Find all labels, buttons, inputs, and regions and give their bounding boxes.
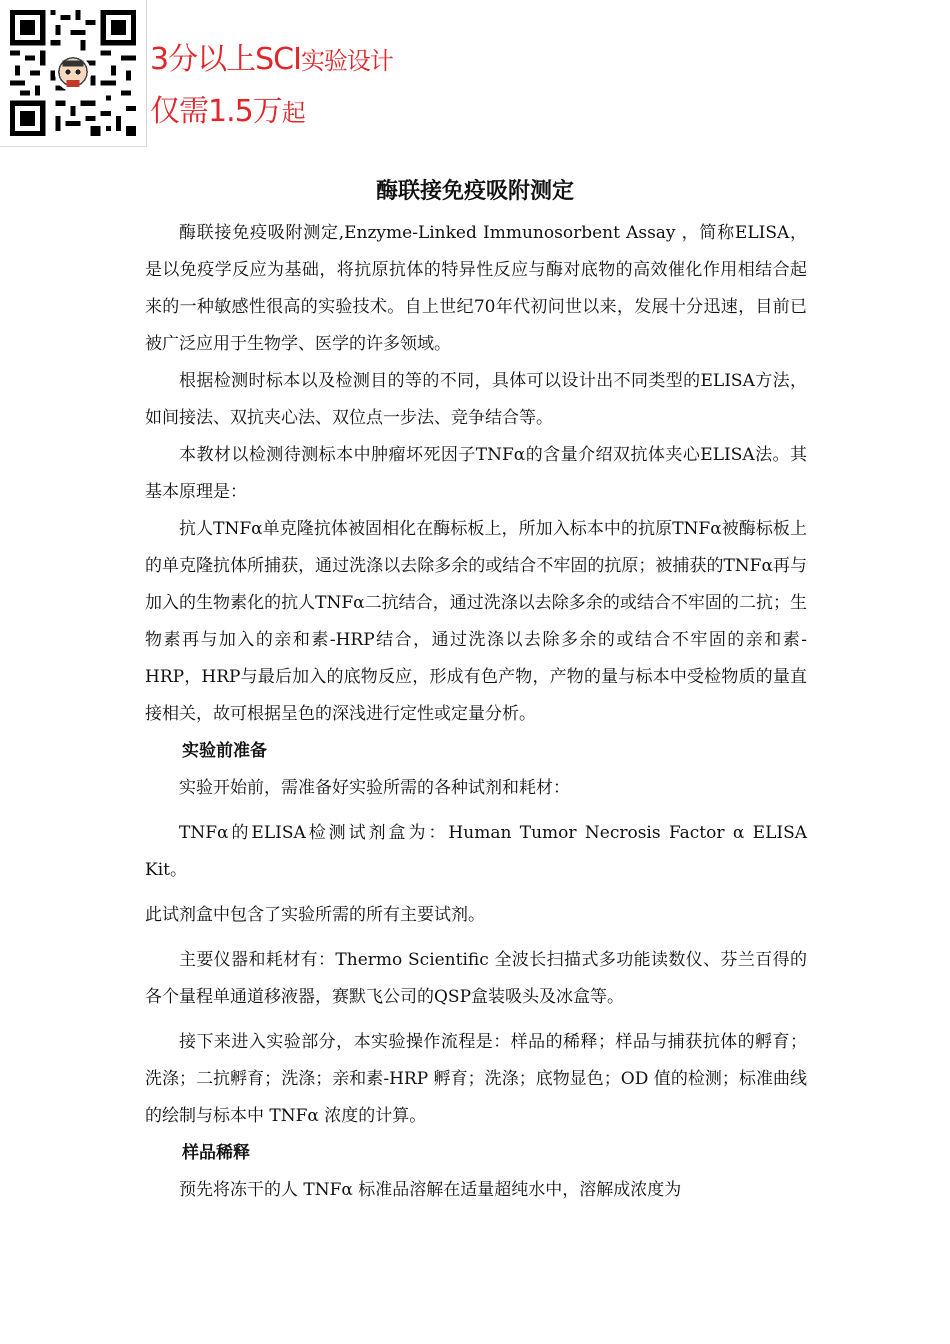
document-title: 酶联接免疫吸附测定 <box>375 179 574 204</box>
ad-price-main: 仅需1.5万 <box>150 94 282 129</box>
paragraph-instruments: 主要仪器和耗材有：Thermo Scientific 全波长扫描式多功能读数仪、芬兰百得的各个量程单通道移液器，赛默飞公司的QSP盒装吸头及冰盒等。 <box>145 950 807 1007</box>
paragraph-kit: TNFα的ELISA检测试剂盒为：Human Tumor Necrosis Factor α ELISA Kit。 <box>145 823 807 880</box>
section-heading-preparation: 实验前准备 <box>182 741 267 761</box>
paragraph-dilution: 预先将冻干的人 TNFα 标准品溶解在适量超纯水中，溶解成浓度为 <box>179 1180 682 1200</box>
paragraph-types: 根据检测时标本以及检测目的等的不同，具体可以设计出不同类型的ELISA方法，如间接法、双抗夹心法、双位点一步法、竞争结合等。 <box>145 371 807 428</box>
ad-headline <box>150 34 393 78</box>
ad-headline-suffix: 实验设计 <box>300 47 393 75</box>
ad-headline-main: 3分以上SCI <box>150 42 301 77</box>
paragraph-preparation: 实验开始前，需准备好实验所需的各种试剂和耗材： <box>179 778 570 798</box>
ad-price-suffix: 起 <box>281 99 305 127</box>
paragraph-method: 本教材以检测待测标本中肿瘤坏死因子TNFα的含量介绍双抗体夹心ELISA法。其基本原理是： <box>145 445 807 502</box>
paragraph-workflow: 接下来进入实验部分，本实验操作流程是：样品的稀释；样品与捕获抗体的孵育；洗涤；二抗孵育；洗涤；亲和素-HRP 孵育；洗涤；底物显色；OD 值的检测；标准曲线的绘制与标本中 TNFα 浓度的计算。 <box>145 1032 807 1126</box>
ad-banner[interactable] <box>0 0 393 147</box>
section-heading-dilution: 样品稀释 <box>182 1143 250 1163</box>
paragraph-intro: 酶联接免疫吸附测定,Enzyme-Linked Immunosorbent Assay ，简称ELISA，是以免疫学反应为基础，将抗原抗体的特异性反应与酶对底物的高效催化作用相结合起来的一种敏感性很高的实验技术。自上世纪70年代初问世以来，发展十分迅速，目前已被广泛应用于生物学、医学的许多领域。 <box>145 223 807 354</box>
paragraph-principle: 抗人TNFα单克隆抗体被固相化在酶标板上，所加入标本中的抗原TNFα被酶标板上的单克隆抗体所捕获，通过洗涤以去除多余的或结合不牢固的抗原；被捕获的TNFα再与加入的生物素化的抗人TNFα二抗结合，通过洗涤以去除多余的或结合不牢固的二抗；生物素再与加入的亲和素-HRP结合，通过洗涤以去除多余的或结合不牢固的亲和素-HRP，HRP与最后加入的底物反应，形成有色产物，产物的量与标本中受检物质的量直接相关，故可根据呈色的深浅进行定性或定量分析。 <box>145 519 807 724</box>
ad-price <box>150 86 305 130</box>
qr-code-icon <box>10 10 136 136</box>
paragraph-kit-contents: 此试剂盒中包含了实验所需的所有主要试剂。 <box>145 905 485 925</box>
document-body <box>145 215 807 1209</box>
